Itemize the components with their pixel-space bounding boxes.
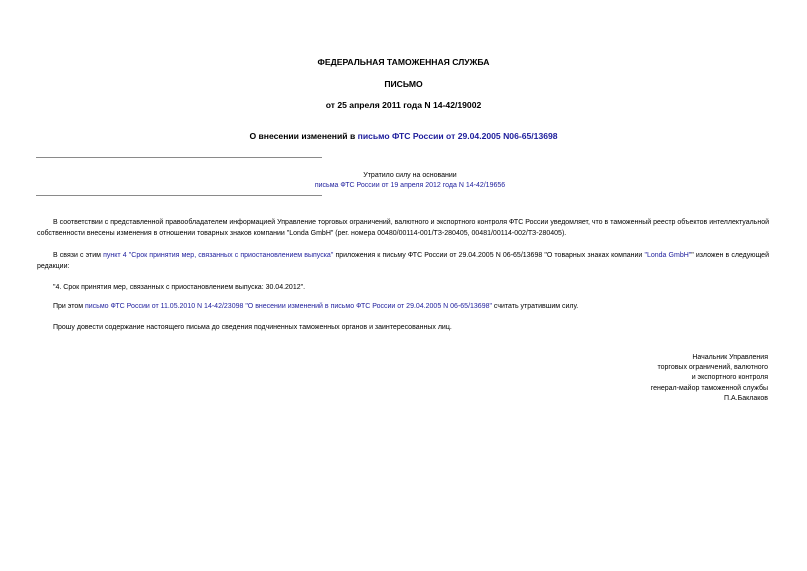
paragraph-repeal xyxy=(37,301,769,312)
signature-block xyxy=(468,353,768,404)
paragraph-distribution: Прошу довести содержание настоящего письма до сведения подчиненных таможенных органов и заинтересованных лиц. xyxy=(53,324,452,331)
signatory-title-line1: Начальник Управления xyxy=(692,354,768,361)
repealing-letter-link[interactable]: письма ФТС России от 19 апреля 2012 года N 14-42/19656 xyxy=(314,182,506,189)
repealed-letter-link[interactable]: письмо ФТС России от 11.05.2010 N 14-42/23098 "О внесении изменений в письмо ФТС России от 29.04.2005 N 06-65/13698" xyxy=(84,303,492,310)
paragraph-repeal-end: считать утратившим силу. xyxy=(491,303,579,310)
status-note-text: Утратило силу на основании xyxy=(363,172,457,179)
paragraph-amendment-middle: приложения к письму ФТС России от 29.04.2005 N 06-65/13698 "О товарных знаках компании xyxy=(333,252,645,259)
paragraph-amendment xyxy=(37,250,769,272)
signatory-name: П.А.Баклаков xyxy=(724,394,768,402)
signatory-title-line3: и экспортного контроля xyxy=(691,374,768,382)
londa-gmbh-link[interactable]: "Londa GmbH" xyxy=(644,252,692,259)
document-date-number: от 25 апреля 2011 года N 14-42/19002 xyxy=(325,100,482,110)
signatory-rank: генерал-майор таможенной службы xyxy=(650,384,768,392)
paragraph-repeal-intro: При этом xyxy=(53,303,85,310)
document-subject xyxy=(0,131,807,142)
paragraph-amendment-end: " изложен в следующей редакции: xyxy=(37,252,769,270)
document-type: ПИСЬМО xyxy=(384,79,423,89)
subject-referenced-letter-link[interactable]: письмо ФТС России от 29.04.2005 N06-65/13698 xyxy=(357,131,558,141)
paragraph-new-wording: "4. Срок принятия мер, связанных с приостановлением выпуска: 30.04.2012". xyxy=(53,284,306,291)
issuing-organization: ФЕДЕРАЛЬНАЯ ТАМОЖЕННАЯ СЛУЖБА xyxy=(317,57,490,67)
clause-4-link[interactable]: пункт 4 "Срок принятия мер, связанных с приостановлением выпуска" xyxy=(103,252,334,259)
paragraph-trademark-register: В соответствии с представленной правообладателем информацией Управление торговых ограничений, валютного и экспортного контроля ФТС России уведомляет, что в таможенный реестр объектов интеллектуальной собственности внесены изменения в отношении товарных знаков компании "Londa GmbH" (рег. номера 00480/00114-001/ТЗ-280405, 00481/00114-002/ТЗ-280405). xyxy=(37,219,769,237)
divider-bottom xyxy=(36,195,322,196)
divider-top xyxy=(36,157,322,158)
paragraph-amendment-intro: В связи с этим xyxy=(53,252,104,259)
status-note-line xyxy=(160,180,660,191)
subject-prefix: О внесении изменений в xyxy=(249,131,358,141)
signatory-title-line2: торговых ограничений, валютного xyxy=(657,364,768,372)
